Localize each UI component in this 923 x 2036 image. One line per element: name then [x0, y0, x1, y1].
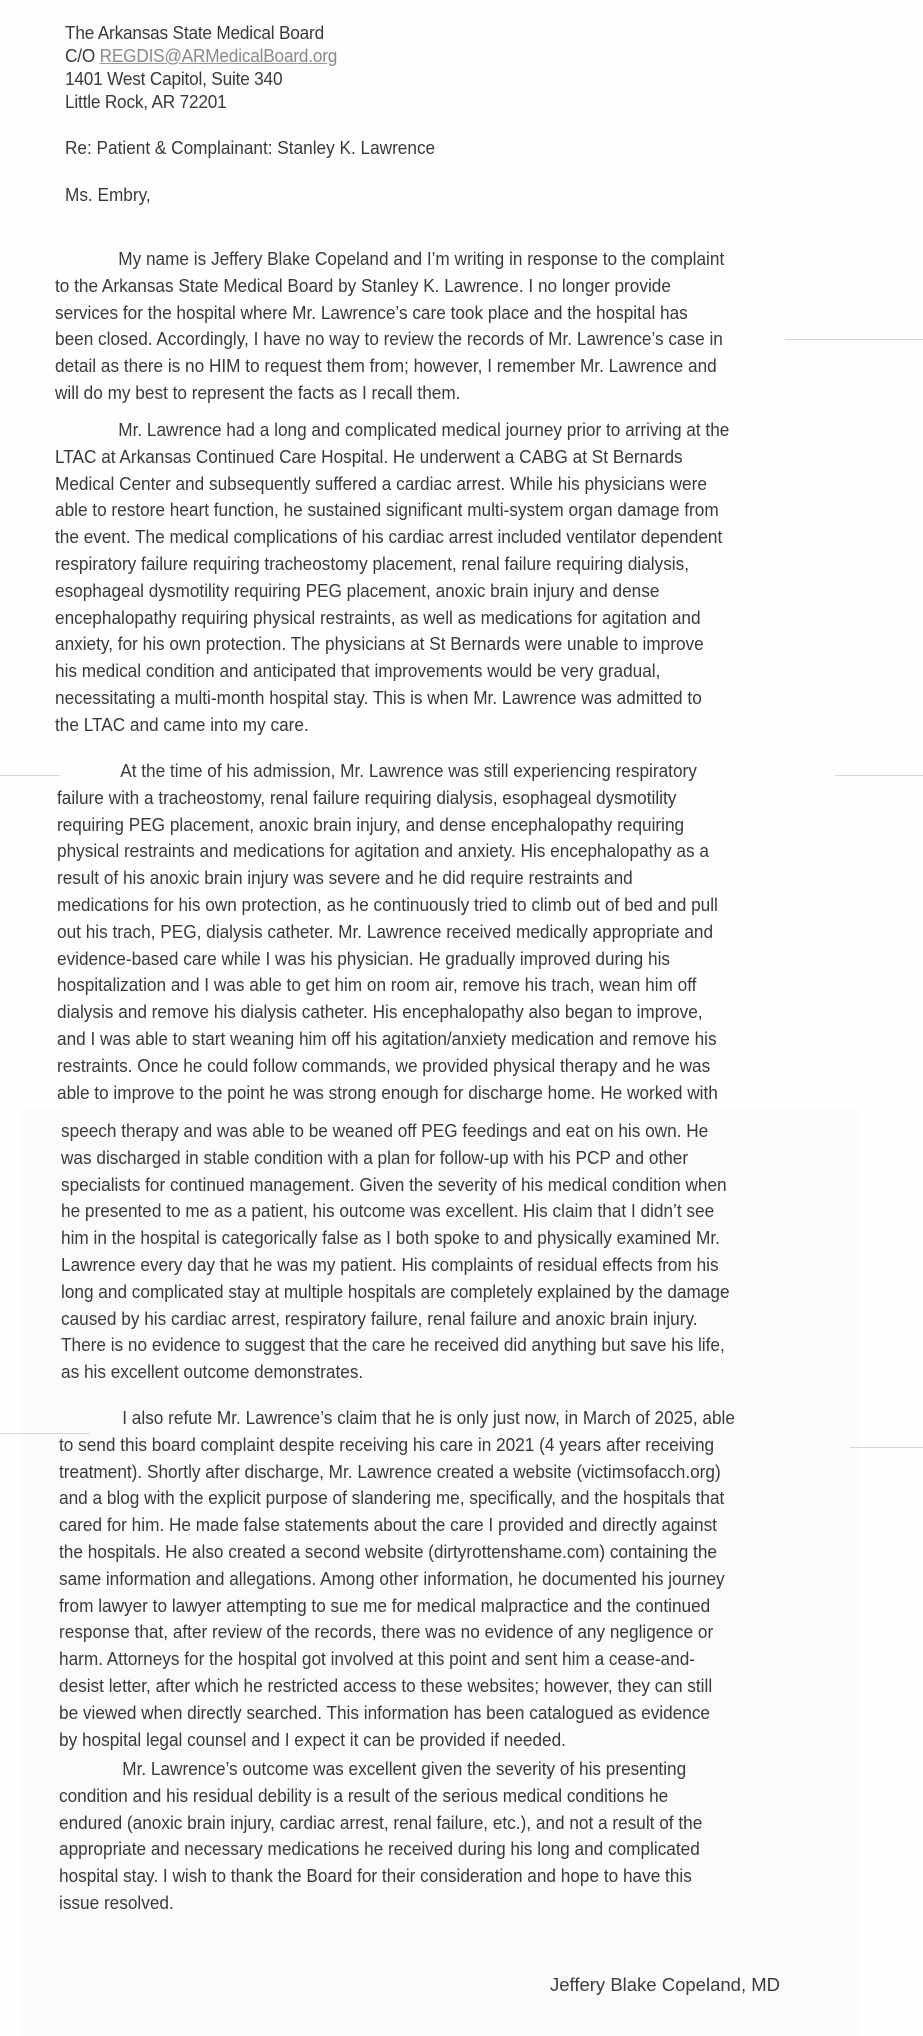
care-of-prefix: C/O: [65, 45, 100, 66]
paragraph-line: same information and allegations. Among other information, he documented his journey: [59, 1567, 725, 1589]
paragraph-line: cared for him. He made false statements about the care I provided and directly against: [59, 1514, 717, 1536]
paragraph-line: esophageal dysmotility requiring PEG placement, anoxic brain injury and dense: [55, 579, 660, 601]
body-paragraph-2: [55, 417, 855, 739]
paragraph-line: able to improve to the point he was strong enough for discharge home. He worked with: [57, 1081, 718, 1103]
paragraph-line: Lawrence every day that he was my patient. His complaints of residual effects from his: [61, 1253, 719, 1275]
paragraph-line: treatment). Shortly after discharge, Mr. Lawrence created a website (victimsofacch.org): [59, 1460, 721, 1482]
paragraph-line: harm. Attorneys for the hospital got involved at this point and sent him a cease-and-: [59, 1648, 695, 1670]
paragraph-line: from lawyer to lawyer attempting to sue me for medical malpractice and the continued: [59, 1594, 711, 1616]
paragraph-line: as his excellent outcome demonstrates.: [61, 1361, 364, 1383]
paragraph-line: respiratory failure requiring tracheostomy placement, renal failure requiring dialysis,: [55, 552, 690, 574]
paragraph-line: failure with a tracheostomy, renal failure requiring dialysis, esophageal dysmotility: [57, 786, 677, 808]
care-of-line: [65, 44, 337, 67]
recipient-address: [65, 21, 337, 113]
paragraph-line: services for the hospital where Mr. Lawrence’s care took place and the hospital has: [55, 301, 688, 323]
paragraph-line: the LTAC and came into my care.: [55, 713, 309, 735]
re-subject-line: Re: Patient & Complainant: Stanley K. Lawrence: [65, 137, 436, 158]
paragraph-line: by hospital legal counsel and I expect it can be provided if needed.: [59, 1728, 566, 1750]
paragraph-line: be viewed when directly searched. This information has been catalogued as evidence: [59, 1701, 711, 1723]
paragraph-line: him in the hospital is categorically false as I both spoke to and physically examined Mr.: [61, 1227, 720, 1249]
paragraph-line: desist letter, after which he restricted access to these websites; however, they can still: [59, 1674, 713, 1696]
paragraph-line: the event. The medical complications of his cardiac arrest included ventilator dependent: [55, 526, 723, 548]
paragraph-line: necessitating a multi-month hospital stay. This is when Mr. Lawrence was admitted to: [55, 686, 702, 708]
paragraph-line: out his trach, PEG, dialysis catheter. Mr. Lawrence received medically appropriate and: [57, 920, 714, 942]
paragraph-line: he presented to me as a patient, his outcome was excellent. His claim that I didn’t see: [61, 1200, 715, 1222]
scan-artifact-line: [0, 775, 60, 776]
paragraph-line: hospitalization and I was able to get him on room air, remove his trach, wean him off: [57, 974, 697, 996]
paragraph-line: speech therapy and was able to be weaned off PEG feedings and eat on his own. He: [61, 1120, 709, 1141]
paragraph-line: will do my best to represent the facts as I recall them.: [55, 381, 461, 403]
paragraph-line: appropriate and necessary medications he received during his long and complicated: [59, 1838, 700, 1860]
paragraph-line: requiring PEG placement, anoxic brain injury, and dense encephalopathy requiring: [57, 813, 685, 835]
paragraph-line: long and complicated stay at multiple hospitals are completely explained by the damage: [61, 1280, 730, 1302]
recipient-name: The Arkansas State Medical Board: [65, 22, 324, 43]
street-address: 1401 West Capitol, Suite 340: [65, 68, 283, 89]
paragraph-line: encephalopathy requiring physical restraints, as well as medications for agitation and: [55, 606, 701, 628]
body-paragraph-6: [59, 1756, 859, 1917]
paragraph-line: was discharged in stable condition with a plan for follow-up with his PCP and other: [61, 1146, 689, 1168]
paragraph-line: caused by his cardiac arrest, respiratory failure, renal failure and anoxic brain injury.: [61, 1307, 698, 1329]
paragraph-line: anxiety, for his own protection. The physicians at St Bernards were unable to improve: [55, 633, 704, 655]
paragraph-line: detail as there is no HIM to request them from; however, I remember Mr. Lawrence and: [55, 355, 717, 377]
body-paragraph-1: [55, 246, 855, 407]
paragraph-line: medications for his own protection, as he continuously tried to climb out of bed and pull: [57, 893, 718, 915]
paragraph-line: and I was able to start weaning him off his agitation/anxiety medication and remove his: [57, 1027, 717, 1049]
signature: Jeffery Blake Copeland, MD: [550, 1974, 780, 1995]
paragraph-line: endured (anoxic brain injury, cardiac arrest, renal failure, etc.), and not a result of the: [59, 1811, 703, 1833]
paragraph-line: There is no evidence to suggest that the care he received did anything but save his life,: [61, 1334, 725, 1356]
paragraph-line: LTAC at Arkansas Continued Care Hospital. He underwent a CABG at St Bernards: [55, 445, 683, 467]
paragraph-line: Medical Center and subsequently suffered a cardiac arrest. While his physicians were: [55, 472, 707, 494]
paragraph-line: hospital stay. I wish to thank the Board for their consideration and hope to have this: [59, 1865, 692, 1887]
paragraph-line: At the time of his admission, Mr. Lawrence was still experiencing respiratory: [120, 760, 697, 781]
paragraph-line: evidence-based care while I was his physician. He gradually improved during his: [57, 947, 671, 969]
paragraph-line: I also refute Mr. Lawrence’s claim that he is only just now, in March of 2025, able: [122, 1407, 735, 1428]
email-link[interactable]: REGDIS@ARMedicalBoard.org: [99, 45, 338, 66]
body-paragraph-5: [59, 1405, 859, 1753]
paragraph-line: the hospitals. He also created a second website (dirtyrottenshame.com) containing the: [59, 1540, 717, 1562]
paragraph-line: specialists for continued management. Given the severity of his medical condition when: [61, 1173, 727, 1195]
paragraph-line: condition and his residual debility is a result of the serious medical conditions he: [59, 1784, 669, 1806]
paragraph-line: physical restraints and medications for agitation and anxiety. His encephalopathy as a: [57, 840, 709, 862]
paragraph-line: been closed. Accordingly, I have no way to review the records of Mr. Lawrence’s case in: [55, 328, 723, 350]
paragraph-line: Mr. Lawrence had a long and complicated medical journey prior to arriving at the: [118, 419, 730, 440]
paragraph-line: response that, after review of the records, there was no evidence of any negligence or: [59, 1621, 714, 1643]
paragraph-line: issue resolved.: [59, 1891, 174, 1913]
paragraph-line: and a blog with the explicit purpose of slandering me, specifically, and the hospitals that: [59, 1487, 725, 1509]
paragraph-line: his medical condition and anticipated that improvements would be very gradual,: [55, 660, 661, 682]
salutation: Ms. Embry,: [65, 184, 151, 205]
paragraph-line: Mr. Lawrence’s outcome was excellent given the severity of his presenting: [122, 1758, 687, 1779]
city-state-zip: Little Rock, AR 72201: [65, 91, 227, 112]
paragraph-line: able to restore heart function, he sustained significant multi-system organ damage from: [55, 499, 719, 521]
body-paragraph-3: [57, 758, 857, 1106]
paragraph-line: My name is Jeffery Blake Copeland and I’m writing in response to the complaint: [118, 248, 725, 269]
paragraph-line: to the Arkansas State Medical Board by Stanley K. Lawrence. I no longer provide: [55, 274, 671, 296]
paragraph-line: to send this board complaint despite receiving his care in 2021 (4 years after receiving: [59, 1433, 715, 1455]
paragraph-line: restraints. Once he could follow commands, we provided physical therapy and he was: [57, 1054, 711, 1076]
paragraph-line: dialysis and remove his dialysis catheter. His encephalopathy also began to improve,: [57, 1001, 703, 1023]
paragraph-line: result of his anoxic brain injury was severe and he did require restraints and: [57, 867, 633, 889]
scan-artifact-line: [850, 1447, 923, 1448]
body-paragraph-4: [61, 1118, 861, 1386]
